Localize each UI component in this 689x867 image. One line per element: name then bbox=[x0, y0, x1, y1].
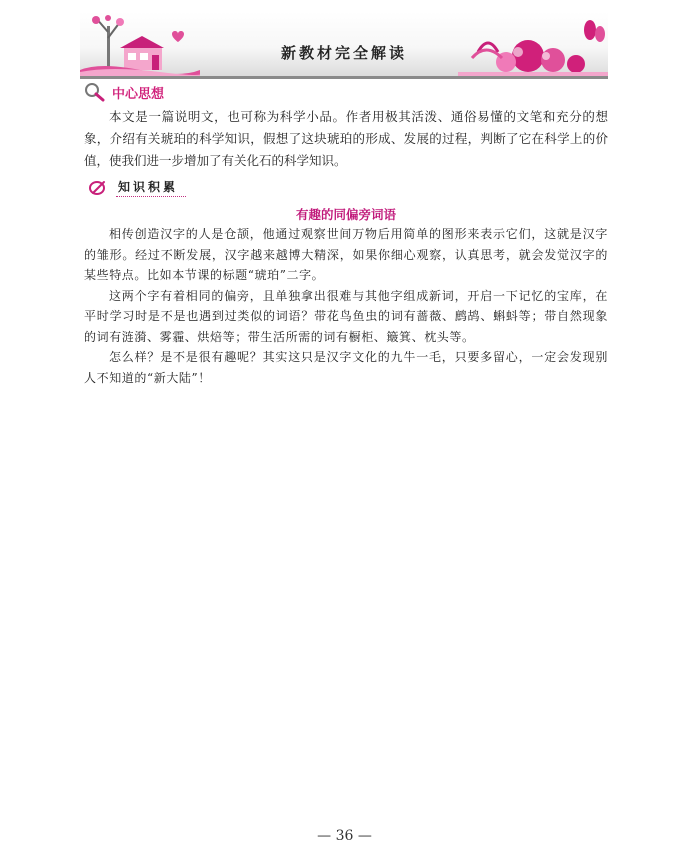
section-heading-knowledge bbox=[88, 178, 186, 197]
heart-icon bbox=[172, 31, 184, 42]
page-header bbox=[80, 12, 608, 79]
floral-decoration bbox=[458, 12, 608, 76]
subsection-title: 有趣的同偏旁词语 bbox=[295, 207, 396, 222]
butterfly-icon bbox=[584, 20, 605, 42]
knowledge-paragraph: 这两个字有着相同的偏旁，且单独拿出很难与其他字组成新词，开启一下记忆的宝库，在平时学习时是不是也遇到过类似的词语？带花鸟鱼虫的词有蔷薇、鹧鸪、蝌蚪等；带自然现象的词有涟漪、雾霾、烘焙等；带生活所需的词有橱柜、簸箕、枕头等。 bbox=[84, 288, 608, 344]
pencil-icon bbox=[88, 179, 110, 197]
section-title: 知识积累 bbox=[116, 178, 186, 197]
page-number: — 36 — bbox=[317, 828, 372, 844]
magnifier-icon bbox=[84, 82, 106, 102]
main-idea-paragraph: 本文是一篇说明文，也可称为科学小品。作者用极其活泼、通俗易懂的文笔和充分的想象，介绍有关琥珀的科学知识，假想了这块琥珀的形成、发展的过程，判断了它在科学上的价值，使我们进一步增加了有关化石的科学知识。 bbox=[84, 109, 608, 168]
knowledge-body bbox=[84, 224, 608, 388]
section-heading-main-idea bbox=[84, 82, 164, 102]
header-title: 新教材完全解读 bbox=[280, 44, 407, 62]
section-title: 中心思想 bbox=[112, 86, 165, 102]
knowledge-paragraph: 相传创造汉字的人是仓颉，他通过观察世间万物后用简单的图形来表示它们，这就是汉字的雏形。经过不断发展，汉字越来越博大精深，如果你细心观察，认真思考，就会发觉汉字的某些特点。比如本节课的标题“琥珀”二字。 bbox=[84, 227, 608, 282]
knowledge-paragraph: 怎么样？是不是很有趣呢？其实这只是汉字文化的九牛一毛，只要多留心，一定会发现别人不知道的“新大陆”！ bbox=[84, 350, 608, 385]
